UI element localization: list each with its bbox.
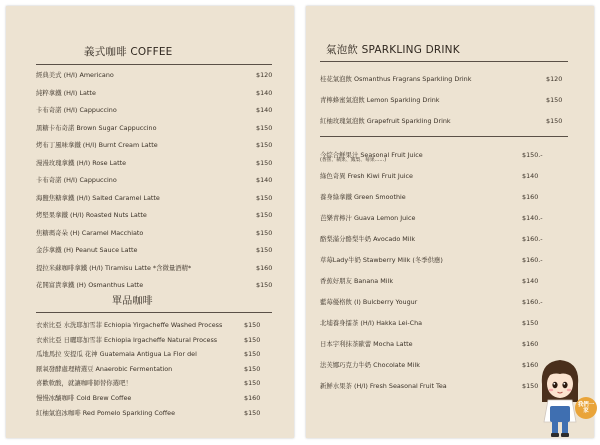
menu-item-name: 衣索比亞 水洗耶加雪菲 Echiopia Yirgacheffe Washed Process <box>36 321 223 329</box>
menu-item-name: 經典美式 (H/I) Americano <box>36 71 114 79</box>
single-origin-menu-item <box>36 362 278 376</box>
menu-item-price: $150 <box>244 335 261 344</box>
menu-item-price: $140 <box>256 176 273 184</box>
juice-menu-item <box>320 274 556 288</box>
menu-item-price: $140 <box>522 277 539 285</box>
menu-item-price: $150 <box>522 382 539 390</box>
menu-item-note: (香蕉、蘋果、鳳梨、莓果……) <box>320 158 387 163</box>
menu-item-name: 桂花氣泡飲 Osmanthus Fragrans Sparkling Drink <box>320 75 472 83</box>
menu-item-name: 青檸蜂蜜氣泡飲 Lemon Sparkling Drink <box>320 96 440 104</box>
menu-item-price: $150 <box>244 364 261 373</box>
menu-item-price: $150 <box>256 211 273 219</box>
menu-item-price: $160.- <box>522 235 543 243</box>
menu-item-name: 法芙娜巧克力牛奶 Chocolate Milk <box>320 361 420 369</box>
sparkling-menu-item <box>320 72 580 86</box>
coffee-menu-item <box>36 243 290 257</box>
juice-menu-item <box>320 148 556 162</box>
menu-item-price: $160 <box>522 361 539 369</box>
sparkling-menu-item <box>320 93 580 107</box>
menu-item-price: $160.- <box>522 298 543 306</box>
menu-item-name: 新鮮水果茶 (H/I) Fresh Seasonal Fruit Tea <box>320 382 447 390</box>
coffee-title-rule <box>36 64 272 65</box>
menu-item-price: $150 <box>256 158 273 167</box>
menu-item-name: 芭樂青檸汁 Guava Lemon Juice <box>320 214 416 222</box>
sparkling-bottom-rule <box>320 136 568 137</box>
menu-item-price: $150.- <box>522 151 543 159</box>
menu-item-price: $150 <box>522 319 539 327</box>
menu-item-name: 綠色奇異 Fresh Kiwi Fruit Juice <box>320 172 413 180</box>
menu-item-name: 草莓Lady牛奶 Stawberry Milk (冬季供應) <box>320 256 443 264</box>
juice-menu-item <box>320 232 556 246</box>
sparkling-section-title: 氣泡飲 SPARKLING DRINK <box>326 44 460 56</box>
juice-menu-item <box>320 211 556 225</box>
menu-item-price: $150 <box>256 193 273 202</box>
menu-item-price: $140 <box>522 172 539 180</box>
coffee-menu-item <box>36 191 290 205</box>
coffee-menu-item <box>36 103 290 117</box>
menu-item-price: $150 <box>244 321 261 329</box>
menu-item-name: 花開富貴拿鐵 (H) Osmanthus Latte <box>36 281 144 289</box>
menu-item-price: $150 <box>546 117 563 125</box>
watermark-sticker <box>532 356 598 440</box>
coffee-menu-item <box>36 278 290 292</box>
menu-item-name: 藍莓優格飲 (I) Bulcberry Yougur <box>320 298 418 306</box>
juice-menu-item <box>320 316 556 330</box>
juice-menu-item <box>320 253 556 267</box>
menu-item-price: $150 <box>256 141 273 149</box>
coffee-section-title: 義式咖啡 COFFEE <box>84 46 173 58</box>
single-origin-menu-item <box>36 347 278 361</box>
single-origin-menu-item <box>36 318 278 332</box>
menu-item-price: $120 <box>256 71 273 79</box>
menu-item-price: $150 <box>256 246 273 254</box>
coffee-menu-item <box>36 121 290 135</box>
menu-item-price: $150 <box>244 379 261 388</box>
menu-item-price: $160 <box>522 193 539 201</box>
menu-item-name: 焦糖瑪奇朵 (H) Caramel Macchiato <box>36 228 144 237</box>
menu-item-name: 黑糖卡布奇諾 Brown Sugar Cappuccino <box>36 123 157 132</box>
watermark-text: 我們一家 <box>577 402 595 414</box>
menu-item-name: 漫漫玫瑰拿鐵 (H/I) Rose Latte <box>36 158 127 167</box>
menu-item-price: $150 <box>256 123 273 132</box>
menu-item-name: 今綜合鮮果汁 Seasonal Fruit Juice <box>320 151 423 159</box>
coffee-menu-item <box>36 156 290 170</box>
menu-item-name: 純粹拿鐵 (H/I) Latte <box>36 88 96 97</box>
menu-item-price: $140 <box>256 106 273 114</box>
menu-item-price: $160 <box>244 394 261 402</box>
menu-item-name: 厭氧發酵處理精選豆 Anaerobic Fermentation <box>36 364 173 373</box>
single-origin-title-rule <box>36 312 272 313</box>
menu-item-price: $150 <box>244 408 261 417</box>
menu-item-price: $140.- <box>522 214 543 222</box>
coffee-menu-item <box>36 226 290 240</box>
juice-menu-item <box>320 169 556 183</box>
menu-item-name: 烤布丁風味拿鐵 (H/I) Burnt Cream Latte <box>36 141 158 149</box>
menu-item-name: 養身綠拿鐵 Green Smoothie <box>320 193 406 201</box>
single-origin-section-title: 單品咖啡 <box>112 296 153 307</box>
cartoon-girl-icon <box>532 356 598 440</box>
single-origin-menu-item <box>36 391 278 405</box>
menu-item-name: 烤堅果拿鐵 (H/I) Roasted Nuts Latte <box>36 211 147 219</box>
menu-item-name: 提拉米蘇咖啡拿鐵 (H/I) Tiramisu Latte *含微量酒精* <box>36 263 192 272</box>
juice-menu-item <box>320 379 556 393</box>
menu-item-name: 酪梨滿分酪梨牛奶 Avocado Milk <box>320 235 416 243</box>
single-origin-menu-item <box>36 333 278 347</box>
menu-item-price: $150 <box>244 350 261 359</box>
coffee-menu-item <box>36 173 290 187</box>
menu-item-name: 喜歡軟酸，就讓咖啡師替你選吧！ <box>36 379 132 388</box>
juice-menu-item <box>320 337 556 351</box>
coffee-menu-item <box>36 208 290 222</box>
menu-item-price: $120 <box>546 75 563 83</box>
menu-item-name: 慢慢冰釀咖啡 Cold Brew Coffee <box>36 394 132 402</box>
menu-item-name: 海鹽焦糖拿鐵 (H/I) Salted Caramel Latte <box>36 193 160 202</box>
juice-menu-item <box>320 190 556 204</box>
coffee-menu-item <box>36 138 290 152</box>
menu-item-name: 紅柚氣泡冰咖啡 Red Pomelo Sparkling Coffee <box>36 408 176 417</box>
menu-item-name: 金莎拿鐵 (H) Peanut Sauce Latte <box>36 246 138 254</box>
menu-item-price: $160 <box>522 340 539 348</box>
menu-item-name: 卡布奇諾 (H/I) Cappuccino <box>36 176 117 184</box>
menu-item-price: $160.- <box>522 256 543 264</box>
menu-item-name: 瓜地馬拉 安提瓜 花神 Guatemala Antigua La Flor del <box>36 350 197 359</box>
menu-item-name: 北埔養身擂茶 (H/I) Hakka Lei-Cha <box>320 319 423 327</box>
single-origin-menu-item <box>36 406 278 420</box>
coffee-menu-item <box>36 68 290 82</box>
menu-item-name: 日本宇利抹茶歐蕾 Mocha Latte <box>320 340 413 348</box>
juice-menu-item <box>320 358 556 372</box>
single-origin-menu-item <box>36 376 278 390</box>
menu-item-price: $160 <box>256 263 273 272</box>
menu-page-left <box>6 6 294 438</box>
coffee-menu-item <box>36 86 290 100</box>
sparkling-menu-item <box>320 114 580 128</box>
menu-item-price: $140 <box>256 88 273 97</box>
menu-item-name: 紅柚玫瑰氣泡飲 Grapefruit Sparkling Drink <box>320 117 451 125</box>
menu-item-price: $150 <box>256 228 273 237</box>
menu-item-price: $150 <box>546 96 563 104</box>
sparkling-title-rule <box>320 61 568 62</box>
menu-item-price: $150 <box>256 281 273 289</box>
menu-item-name: 香蕉好朋友 Banana Milk <box>320 277 394 285</box>
coffee-menu-item <box>36 261 290 275</box>
juice-menu-item <box>320 295 556 309</box>
menu-item-name: 卡布奇諾 (H/I) Cappuccino <box>36 106 117 114</box>
menu-item-name: 衣索比亞 日曬耶加雪菲 Echiopia Irgacheffe Natural Process <box>36 335 218 344</box>
